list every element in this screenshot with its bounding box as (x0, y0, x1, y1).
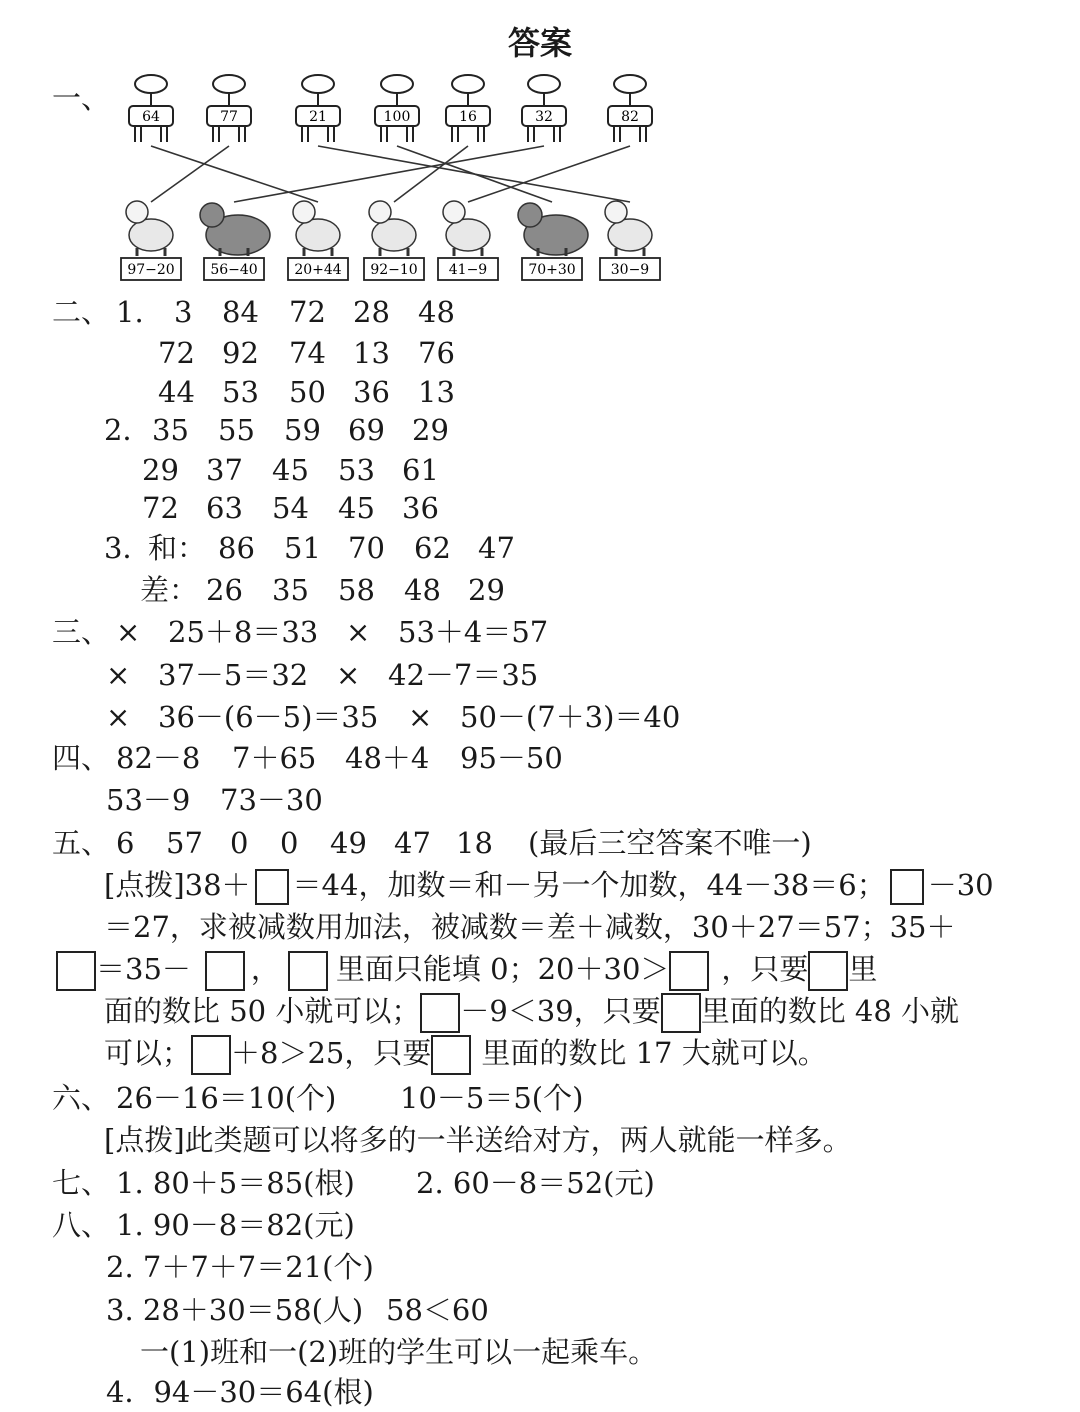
q2-value: 72 (142, 491, 179, 525)
seat-icon (446, 75, 490, 142)
horse-icon (200, 203, 270, 256)
section-3-number: 三、 (52, 615, 111, 649)
s4-item-1: 82－8 (116, 741, 201, 775)
corrected-equation: 53＋4＝57 (398, 615, 549, 649)
wrong-mark: × (106, 658, 131, 692)
corrected-equation: 36－(6－5)＝35 (158, 700, 379, 734)
blank-box (191, 1035, 231, 1075)
hint-text: ，只要 (721, 952, 809, 986)
section-5-number: 五、 (52, 826, 111, 860)
hint-text: 可以； (104, 1036, 192, 1070)
blank-box (890, 869, 924, 905)
hint-label: [点拨] (104, 868, 185, 902)
expression-card (522, 258, 582, 280)
s5-note: (最后三空答案不唯一) (528, 826, 812, 860)
s5-answer: 49 (330, 826, 367, 860)
match-line (468, 146, 630, 202)
q2-value: 55 (218, 413, 255, 447)
blank-box (420, 993, 460, 1033)
blank-box (431, 1035, 471, 1075)
q1-value: 76 (418, 336, 455, 370)
diff-value: 58 (338, 573, 375, 607)
s7-answer-1: 1. 80＋5＝85(根) (116, 1166, 355, 1200)
seat-number: 16 (459, 109, 477, 125)
q1-value: 48 (418, 295, 455, 329)
q1-value: 84 (222, 295, 259, 329)
card-expression: 70+30 (528, 262, 576, 278)
expression-card (600, 258, 660, 280)
match-line (394, 146, 468, 202)
expression-card (121, 258, 181, 280)
hint-text: ＋8＞25，只要 (231, 1036, 432, 1070)
s8-answer-2: 2. 7＋7＋7＝21(个) (106, 1250, 374, 1284)
s4-item-4: 95－50 (460, 741, 563, 775)
corrected-equation: 42－7＝35 (388, 658, 539, 692)
q1-value: 92 (222, 336, 259, 370)
s4-item-3: 48＋4 (345, 741, 430, 775)
hint-text: 里面的数比 17 大就可以。 (481, 1036, 827, 1070)
seat-number: 100 (383, 109, 411, 125)
match-line (234, 146, 544, 202)
corrected-equation: 50－(7＋3)＝40 (460, 700, 681, 734)
s5-answer: 18 (456, 826, 493, 860)
card-expression: 56−40 (210, 262, 258, 278)
q2-value: 29 (412, 413, 449, 447)
q2-value: 35 (152, 413, 189, 447)
wrong-mark: × (336, 658, 361, 692)
blank-box (661, 993, 701, 1033)
s5-answer: 6 (116, 826, 135, 860)
s6-eq-2: 10－5＝5(个) (400, 1081, 584, 1115)
cat-icon (126, 201, 173, 256)
section-6-number: 六、 (52, 1081, 111, 1115)
sum-value: 70 (348, 531, 385, 565)
s7-answer-2: 2. 60－8＝52(元) (416, 1166, 655, 1200)
q2-value: 61 (402, 453, 439, 487)
wrong-mark: × (346, 615, 371, 649)
section-2-number: 二、 (52, 295, 111, 329)
q1-value: 74 (289, 336, 326, 370)
hint-text: 面的数比 50 小就可以； (104, 994, 421, 1028)
match-line (151, 146, 318, 202)
section-7-number: 七、 (52, 1166, 111, 1200)
seat-icon (608, 75, 652, 142)
q1-value: 36 (353, 375, 390, 409)
q1-value: 53 (222, 375, 259, 409)
blank-box (56, 951, 96, 991)
s8-answer-3: 3. 28＋30＝58(人) (106, 1293, 364, 1327)
section-4-number: 四、 (52, 741, 111, 775)
q1-value: 28 (353, 295, 390, 329)
expression-card (364, 258, 424, 280)
q2-value: 69 (348, 413, 385, 447)
sum-value: 86 (218, 531, 255, 565)
q2-value: 63 (206, 491, 243, 525)
dog-icon (293, 201, 340, 256)
blank-box (205, 951, 245, 991)
page-title: 答案 (507, 24, 572, 62)
match-line (151, 146, 229, 202)
seat-number: 64 (142, 109, 160, 125)
q2-value: 54 (272, 491, 309, 525)
seat-number: 77 (220, 109, 238, 125)
blank-box (255, 869, 289, 905)
card-expression: 20+44 (294, 262, 342, 278)
hint-text: 38＋ (184, 868, 251, 902)
q1-value: 3 (174, 295, 193, 329)
s6-hint: [点拨]此类题可以将多的一半送给对方，两人就能一样多。 (104, 1123, 852, 1157)
q2-value: 37 (206, 453, 243, 487)
q1-value: 72 (158, 336, 195, 370)
expression-card (204, 258, 264, 280)
lion-icon (443, 201, 490, 256)
q3-label: 3． (104, 531, 152, 565)
s5-hint-line-1 (104, 865, 994, 905)
match-line (397, 146, 552, 202)
q1-value: 13 (418, 375, 455, 409)
card-expression: 92−10 (370, 262, 418, 278)
s5-answer: 47 (394, 826, 431, 860)
q2-value: 45 (272, 453, 309, 487)
hint-text: 里 (848, 952, 878, 986)
q1-value: 44 (158, 375, 195, 409)
seat-icon (375, 75, 419, 142)
s4-item-6: 73－30 (220, 783, 323, 817)
sum-value: 62 (414, 531, 451, 565)
seat-icon (522, 75, 566, 142)
diff-label: 差： (140, 573, 199, 607)
diff-value: 29 (468, 573, 505, 607)
q1-value: 72 (289, 295, 326, 329)
hint-text: ＝35－ (96, 952, 191, 986)
s5-hint-line-2: ＝27，求被减数用加法，被减数＝差＋减数，30＋27＝57；35＋ (104, 910, 956, 944)
sum-value: 51 (284, 531, 321, 565)
s5-hint-line-5 (104, 1033, 827, 1075)
q1-label: 1. (116, 295, 144, 329)
frog-icon (605, 201, 652, 256)
seat-number: 21 (309, 109, 327, 125)
s8-answer-4: 4．94－30＝64(根) (106, 1375, 374, 1409)
wrong-mark: × (408, 700, 433, 734)
q2-label: 2． (104, 413, 152, 447)
q1-value: 13 (353, 336, 390, 370)
s8-answer-3-compare: 58＜60 (386, 1293, 489, 1327)
hint-text: ， (250, 952, 280, 986)
section-8-number: 八、 (52, 1208, 111, 1242)
q2-value: 45 (338, 491, 375, 525)
corrected-equation: 25＋8＝33 (168, 615, 319, 649)
card-expression: 30−9 (610, 262, 650, 278)
s4-item-5: 53－9 (106, 783, 191, 817)
hint-text: －9＜39，只要 (460, 994, 661, 1028)
s5-answer: 0 (230, 826, 249, 860)
s5-hint-line-3 (56, 949, 877, 991)
chick-icon (369, 201, 416, 256)
q2-value: 53 (338, 453, 375, 487)
blank-box (669, 951, 709, 991)
s6-eq-1: 26－16＝10(个) (116, 1081, 337, 1115)
seat-number: 32 (535, 109, 553, 125)
s4-item-2: 7＋65 (232, 741, 317, 775)
diff-value: 26 (206, 573, 243, 607)
q2-value: 59 (284, 413, 321, 447)
hint-text: 里面只能填 0；20＋30＞ (335, 952, 670, 986)
hint-text: －30 (927, 868, 994, 902)
sum-value: 47 (478, 531, 515, 565)
s8-answer-3-conclusion: 一(1)班和一(2)班的学生可以一起乘车。 (140, 1335, 658, 1369)
s8-answer-1: 1. 90－8＝82(元) (116, 1208, 355, 1242)
seat-icon (129, 75, 173, 142)
q2-value: 36 (402, 491, 439, 525)
expression-card (288, 258, 348, 280)
q2-value: 29 (142, 453, 179, 487)
corrected-equation: 37－5＝32 (158, 658, 309, 692)
wrong-mark: × (106, 700, 131, 734)
hint-text: ＝44，加数＝和－另一个加数，44－38＝6； (292, 868, 886, 902)
expression-card (438, 258, 498, 280)
blank-box (288, 951, 328, 991)
sum-label: 和： (148, 531, 207, 565)
elephant-icon (518, 203, 588, 256)
hint-text: 里面的数比 48 小就 (700, 994, 960, 1028)
blank-box (808, 951, 848, 991)
s5-answer: 57 (166, 826, 203, 860)
section-1-number: 一、 (52, 81, 111, 115)
q1-value: 50 (289, 375, 326, 409)
s5-answer: 0 (280, 826, 299, 860)
card-expression: 41−9 (448, 262, 488, 278)
wrong-mark: × (116, 615, 141, 649)
seat-icon (207, 75, 251, 142)
card-expression: 97−20 (127, 262, 175, 278)
s5-hint-line-4 (104, 991, 959, 1033)
seat-icon (296, 75, 340, 142)
seat-number: 82 (621, 109, 639, 125)
diff-value: 48 (404, 573, 441, 607)
diff-value: 35 (272, 573, 309, 607)
matching-diagram (0, 70, 1080, 285)
